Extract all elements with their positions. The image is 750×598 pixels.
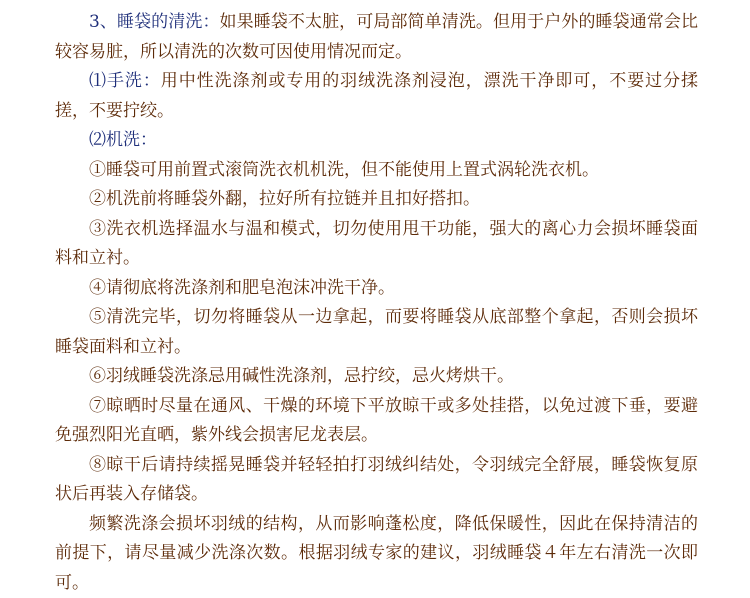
paragraph-hand-wash — [55, 67, 698, 126]
machine-wash-item-1: ①睡袋可用前置式滚筒洗衣机机洗，但不能使用上置式涡轮洗衣机。 — [55, 156, 698, 186]
hand-wash-label: ⑴手洗： — [89, 71, 161, 91]
machine-wash-item-8: ⑧晾干后请持续摇晃睡袋并轻轻拍打羽绒纠结处，令羽绒完全舒展，睡袋恢复原状后再装入存储袋。 — [55, 451, 698, 510]
machine-wash-item-2: ②机洗前将睡袋外翻，拉好所有拉链并且扣好搭扣。 — [55, 185, 698, 215]
machine-wash-item-3: ③洗衣机选择温水与温和模式，切勿使用甩干功能，强大的离心力会损坏睡袋面料和立衬。 — [55, 215, 698, 274]
machine-wash-item-5: ⑤清洗完毕，切勿将睡袋从一边拿起，而要将睡袋从底部整个拿起，否则会损坏睡袋面料和立衬。 — [55, 303, 698, 362]
section-title: 3、睡袋的清洗： — [89, 12, 220, 32]
closing-paragraph: 频繁洗涤会损坏羽绒的结构，从而影响蓬松度，降低保暖性，因此在保持清洁的前提下，请尽量减少洗涤次数。根据羽绒专家的建议，羽绒睡袋４年左右清洗一次即可。 — [55, 510, 698, 598]
machine-wash-item-6: ⑥羽绒睡袋洗涤忌用碱性洗涤剂，忌拧绞，忌火烤烘干。 — [55, 362, 698, 392]
machine-wash-item-7: ⑦晾晒时尽量在通风、干燥的环境下平放晾干或多处挂搭，以免过渡下垂，要避免强烈阳光直晒，紫外线会损害尼龙表层。 — [55, 392, 698, 451]
machine-wash-item-4: ④请彻底将洗涤剂和肥皂泡沫冲洗干净。 — [55, 274, 698, 304]
machine-wash-label: ⑵机洗： — [55, 126, 698, 156]
hand-wash-text: 用中性洗涤剂或专用的羽绒洗涤剂浸泡，漂洗干净即可，不要过分揉搓，不要拧绞。 — [55, 71, 698, 121]
paragraph-section-intro — [55, 8, 698, 67]
section-intro-text: 如果睡袋不太脏，可局部简单清洗。但用于户外的睡袋通常会比较容易脏，所以清洗的次数可因使用情况而定。 — [55, 12, 698, 62]
article-body — [55, 8, 698, 598]
